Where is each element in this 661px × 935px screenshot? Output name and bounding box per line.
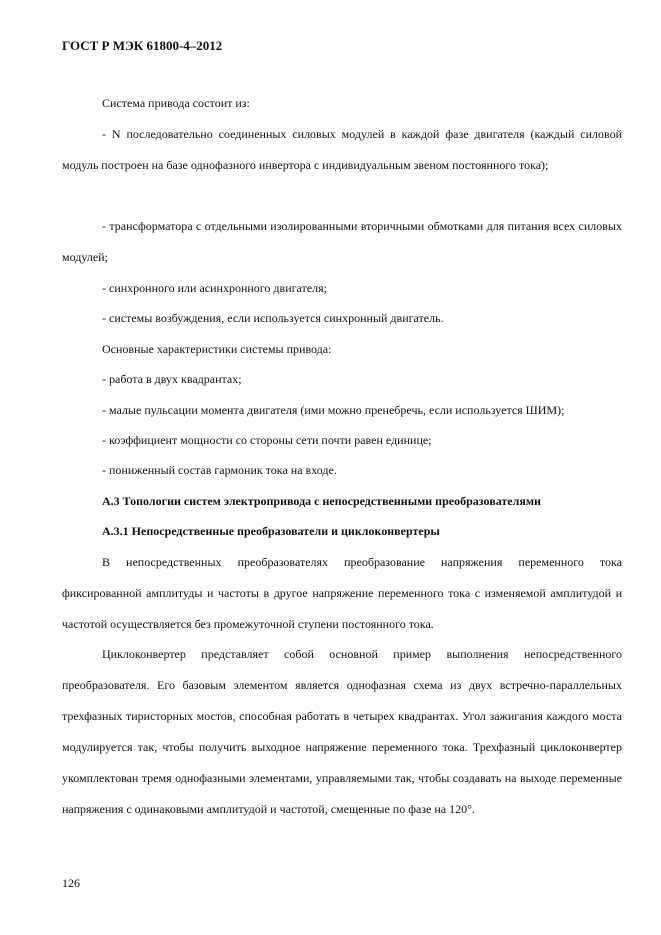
paragraph-4: - синхронного или асинхронного двигателя; bbox=[102, 281, 327, 295]
paragraph-10: - пониженный состав гармоник тока на входе. bbox=[102, 463, 337, 477]
section-heading-a3: А.3 Топологии систем электропривода с непосредственными преобразователями bbox=[102, 494, 541, 508]
paragraph-2: - N последовательно соединенных силовых модулей в каждой фазе двигателя (каждый силовой модуль построен на базе однофазного инвертора с индивидуальным звеном постоянного тока); bbox=[62, 127, 622, 172]
paragraph-5: - системы возбуждения, если используется синхронный двигатель. bbox=[102, 311, 444, 325]
paragraph-11: В непосредственных преобразователях преобразование напряжения переменного тока фиксированной амплитуды и частоты в другое напряжение переменного тока с изменяемой амплитудой и частотой осуществляется без промежуточной ступени постоянного тока. bbox=[62, 555, 622, 631]
paragraph-12: Циклоконвертер представляет собой основной пример выполнения непосредственного преобразователя. Его базовым элементом является однофазная схема из двух встречно-параллельных трехфазных тиристорных мостов, способная работать в четырех квадрантах. Угол зажигания каждого моста модулируется так, чтобы получить выходное напряжение переменного тока. Трехфазный циклоконвертер укомплектован тремя однофазными элементами, управляемыми так, чтобы создавать на выходе переменные напряжения с одинаковыми амплитудой и частотой, смещенные по фазе на 120°. bbox=[62, 647, 622, 816]
paragraph-6: Основные характеристики системы привода: bbox=[102, 342, 332, 356]
page-number: 126 bbox=[62, 876, 80, 890]
paragraph-7: - работа в двух квадрантах; bbox=[102, 372, 242, 386]
section-heading-a31: А.3.1 Непосредственные преобразователи и циклоконвертеры bbox=[102, 524, 440, 538]
paragraph-1: Система привода состоит из: bbox=[102, 96, 250, 110]
document-header: ГОСТ Р МЭК 61800-4–2012 bbox=[62, 38, 223, 53]
paragraph-3: - трансформатора с отдельными изолированными вторичными обмотками для питания всех силовых модулей; bbox=[62, 219, 622, 264]
paragraph-8: - малые пульсации момента двигателя (ими можно пренебречь, если используется ШИМ); bbox=[102, 403, 565, 417]
paragraph-9: - коэффициент мощности со стороны сети почти равен единице; bbox=[102, 433, 432, 447]
